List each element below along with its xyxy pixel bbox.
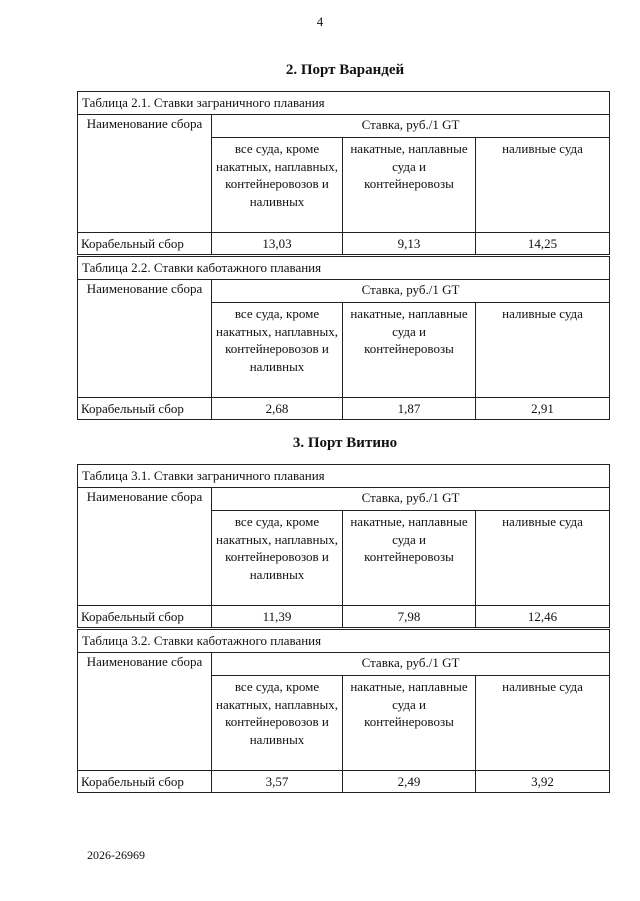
- fee-name-header: Наименование сбора: [78, 488, 212, 606]
- category-tankers: наливные суда: [476, 138, 610, 233]
- row-label: Корабельный сбор: [78, 606, 212, 628]
- category-roro-container: накатные, наплавные суда и контейнеровозы: [343, 511, 476, 606]
- table-title: Таблица 2.2. Ставки каботажного плавания: [78, 257, 610, 280]
- category-roro-container: накатные, наплавные суда и контейнеровозы: [343, 138, 476, 233]
- category-tankers: наливные суда: [476, 303, 610, 398]
- value-all-vessels: 2,68: [212, 398, 343, 420]
- category-roro-container: накатные, наплавные суда и контейнеровозы: [343, 676, 476, 771]
- category-all-vessels: все суда, кроме накатных, наплавных, контейнеровозов и наливных: [212, 511, 343, 606]
- category-roro-container: накатные, наплавные суда и контейнеровозы: [343, 303, 476, 398]
- rate-table-2-2: [77, 256, 610, 420]
- value-tankers: 2,91: [476, 398, 610, 420]
- value-all-vessels: 13,03: [212, 233, 343, 255]
- section-heading-vitino: 3. Порт Витино: [292, 435, 398, 451]
- value-tankers: 14,25: [476, 233, 610, 255]
- category-tankers: наливные суда: [476, 511, 610, 606]
- table-title: Таблица 3.1. Ставки заграничного плавания: [78, 465, 610, 488]
- value-tankers: 12,46: [476, 606, 610, 628]
- fee-name-header: Наименование сбора: [78, 115, 212, 233]
- table-title: Таблица 2.1. Ставки заграничного плавания: [78, 92, 610, 115]
- value-roro-container: 9,13: [343, 233, 476, 255]
- rate-table-3-2: [77, 629, 610, 793]
- row-label: Корабельный сбор: [78, 771, 212, 793]
- row-label: Корабельный сбор: [78, 233, 212, 255]
- document-number: 2026-26969: [87, 848, 145, 862]
- rate-header: Ставка, руб./1 GT: [212, 488, 610, 511]
- section-heading-varandey: 2. Порт Варандей: [285, 62, 405, 78]
- rate-table-3-1: [77, 464, 610, 628]
- category-tankers: наливные суда: [476, 676, 610, 771]
- value-roro-container: 2,49: [343, 771, 476, 793]
- table-title: Таблица 3.2. Ставки каботажного плавания: [78, 630, 610, 653]
- category-all-vessels: все суда, кроме накатных, наплавных, контейнеровозов и наливных: [212, 138, 343, 233]
- rate-table-2-1: [77, 91, 610, 255]
- rate-header: Ставка, руб./1 GT: [212, 115, 610, 138]
- value-roro-container: 7,98: [343, 606, 476, 628]
- rate-header: Ставка, руб./1 GT: [212, 653, 610, 676]
- fee-name-header: Наименование сбора: [78, 280, 212, 398]
- row-label: Корабельный сбор: [78, 398, 212, 420]
- category-all-vessels: все суда, кроме накатных, наплавных, контейнеровозов и наливных: [212, 303, 343, 398]
- value-roro-container: 1,87: [343, 398, 476, 420]
- value-all-vessels: 11,39: [212, 606, 343, 628]
- fee-name-header: Наименование сбора: [78, 653, 212, 771]
- value-tankers: 3,92: [476, 771, 610, 793]
- value-all-vessels: 3,57: [212, 771, 343, 793]
- category-all-vessels: все суда, кроме накатных, наплавных, контейнеровозов и наливных: [212, 676, 343, 771]
- rate-header: Ставка, руб./1 GT: [212, 280, 610, 303]
- page-number: 4: [316, 14, 324, 29]
